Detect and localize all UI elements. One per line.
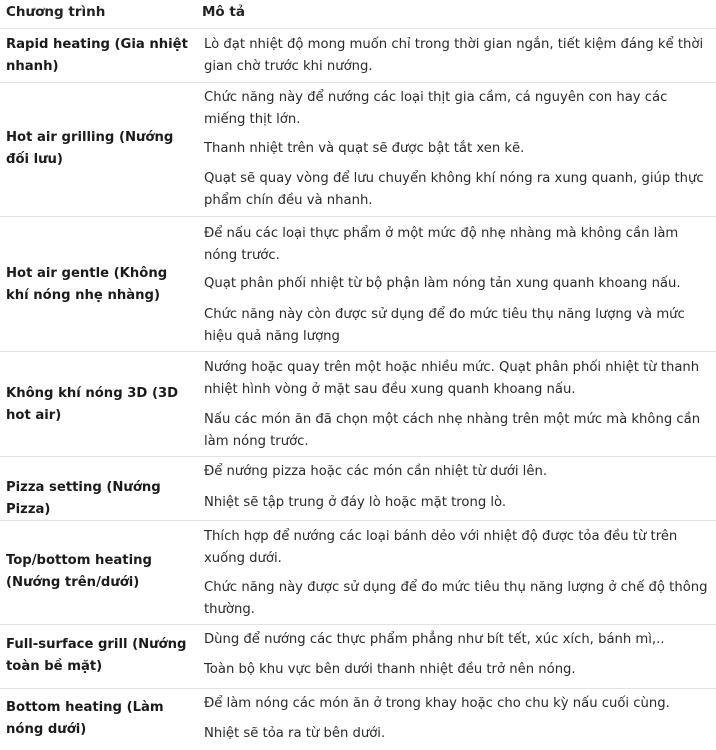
description-text: Quạt sẽ quay vòng để lưu chuyển không khí nóng ra xung quanh, giúp thực phẩm chín đều và nhanh. [204,171,704,208]
description-text: Để nướng pizza hoặc các món cần nhiệt từ dưới lên. [204,464,548,479]
description-text: Chức năng này để nướng các loại thịt gia cầm, cá nguyên con hay các miếng thịt lớn. [204,90,668,127]
description-text: Nhiệt sẽ tỏa ra từ bên dưới. [204,726,386,741]
program-name-bottom-heating: Bottom heating (Làm nóng dưới) [6,700,164,737]
description-text: Nướng hoặc quay trên một hoặc nhiều mức. Quạt phân phối nhiệt từ thanh nhiệt hình vòng ở mặt sau đều xung quanh khoang nấu. [204,360,700,397]
description-text: Để làm nóng các món ăn ở trong khay hoặc cho chu kỳ nấu cuối cùng. [204,696,670,711]
description-text: Thích hợp để nướng các loại bánh dẻo với nhiệt độ được tỏa đều từ trên xuống dưới. [204,529,678,566]
description-text: Toàn bộ khu vực bên dưới thanh nhiệt đều trở nên nóng. [204,662,576,677]
header-divider [0,28,716,29]
program-name-full-surface-grill: Full-surface grill (Nướng toàn bề mặt) [6,637,187,674]
row-divider [0,82,716,83]
description-text: Lò đạt nhiệt độ mong muốn chỉ trong thời gian ngắn, tiết kiệm đáng kể thời gian chờ trước khi nướng. [204,37,704,74]
row-divider [0,624,716,625]
program-name-hot-air-gentle: Hot air gentle (Không khí nóng nhẹ nhàng) [6,266,168,303]
description-text: Chức năng này còn được sử dụng để đo mức tiêu thụ năng lượng và mức hiệu quả năng lượng [204,307,685,344]
program-name-top-bottom-heating: Top/bottom heating (Nướng trên/dưới) [6,553,152,590]
header-description: Mô tả [202,4,245,20]
table-header [0,0,716,30]
row-divider [0,520,716,521]
description-text: Chức năng này được sử dụng để đo mức tiêu thụ năng lượng ở chế độ thông thường. [204,580,708,617]
description-text: Nhiệt sẽ tập trung ở đáy lò hoặc mặt trong lò. [204,495,507,510]
program-name-pizza-setting: Pizza setting (Nướng Pizza) [6,480,161,517]
description-text: Dùng để nướng các thực phẩm phẳng như bít tết, xúc xích, bánh mì,.. [204,632,665,647]
description-text: Để nấu các loại thực phẩm ở một mức độ nhẹ nhàng mà không cần làm nóng trước. [204,226,679,263]
description-text: Thanh nhiệt trên và quạt sẽ được bật tắt xen kẽ. [204,141,525,156]
program-name-rapid-heating: Rapid heating (Gia nhiệt nhanh) [6,37,188,74]
program-name-hot-air-grilling: Hot air grilling (Nướng đối lưu) [6,130,174,167]
row-divider [0,351,716,352]
row-divider [0,456,716,457]
row-divider [0,688,716,689]
header-program: Chương trình [6,4,106,20]
row-divider [0,216,716,217]
program-name-3d-hot-air: Không khí nóng 3D (3D hot air) [6,386,179,423]
description-text: Quạt phân phối nhiệt từ bộ phận làm nóng tản xung quanh khoang nấu. [204,276,681,291]
description-text: Nấu các món ăn đã chọn một cách nhẹ nhàng trên một mức mà không cần làm nóng trước. [204,412,701,449]
